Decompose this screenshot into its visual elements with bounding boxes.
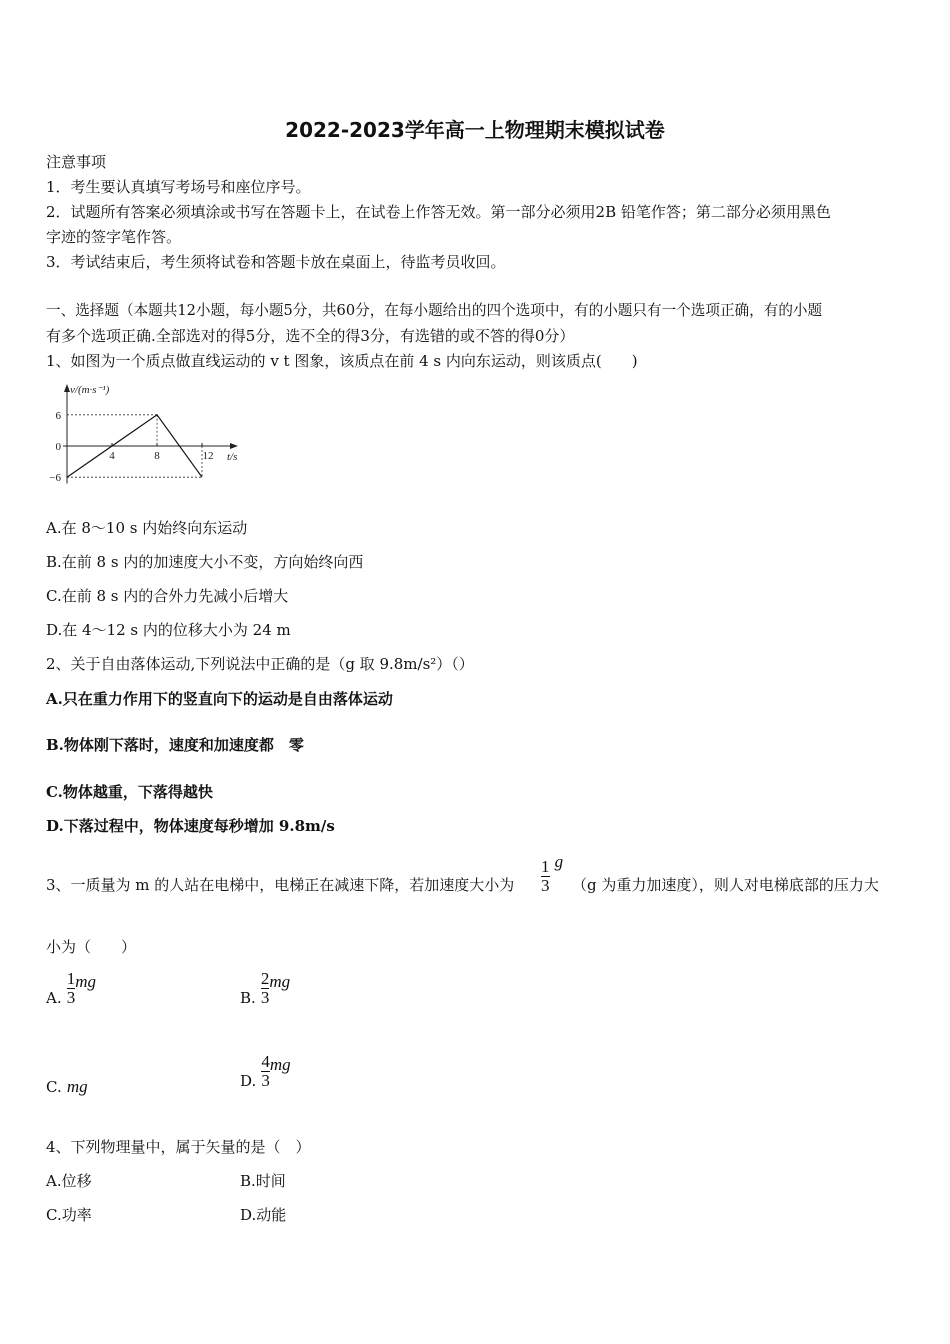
x-axis-label: t/s — [227, 451, 238, 463]
q1-option-b: B.在前 8 s 内的加速度大小不变，方向始终向西 — [46, 553, 364, 571]
frac-den: 3 — [260, 988, 270, 1007]
x-axis-arrow — [230, 443, 238, 449]
frac-num: 1 — [66, 969, 76, 988]
q3-option-c — [46, 1075, 88, 1099]
frac-num: 4 — [261, 1052, 270, 1071]
q2-stem: 2、关于自由落体运动,下列说法中正确的是（g 取 9.8m/s²）（） — [46, 655, 474, 673]
q4-option-b: B.时间 — [240, 1172, 286, 1190]
y-tick-label: 0 — [55, 441, 61, 453]
notice-item: 2．试题所有答案必须填涂或书写在答题卡上，在试卷上作答无效。第一部分必须用2B 铅笔作答；第二部分必须用黑色 — [46, 203, 831, 221]
q2-option-c: C.物体越重，下落得越快 — [46, 783, 213, 801]
q2-option-b: B.物体刚下落时，速度和加速度都 零 — [46, 736, 304, 754]
frac-den: 3 — [66, 988, 76, 1007]
frac-num: 1 — [541, 857, 550, 876]
notice-item: 3．考试结束后，考生须将试卷和答题卡放在桌面上，待监考员收回。 — [46, 253, 506, 271]
y-axis-label: v/(m·s⁻¹) — [70, 384, 110, 396]
option-label: C. — [46, 1078, 62, 1096]
frac-den: 3 — [541, 876, 550, 895]
q1-option-c: C.在前 8 s 内的合外力先减小后增大 — [46, 587, 289, 605]
q3-option-b — [240, 970, 290, 1010]
q1-option-d: D.在 4～12 s 内的位移大小为 24 m — [46, 621, 291, 639]
vt-graph — [40, 380, 250, 488]
g-symbol: g — [554, 852, 564, 871]
mg-symbol: mg — [75, 972, 96, 991]
mg-symbol: mg — [269, 1055, 291, 1074]
frac-num: 2 — [260, 969, 270, 988]
q4-stem: 4、下列物理量中，属于矢量的是（ ） — [46, 1138, 311, 1156]
section-heading-cont: 有多个选项正确.全部选对的得5分，选不全的得3分，有选错的或不答的得0分） — [46, 327, 575, 345]
section-heading: 一、选择题（本题共12小题，每小题5分，共60分，在每小题给出的四个选项中，有的小题只有一个选项正确，有的小题 — [46, 302, 823, 319]
q4-option-d: D.动能 — [240, 1206, 287, 1224]
option-label: A. — [46, 989, 62, 1007]
option-label: B. — [240, 989, 256, 1007]
q2-option-a: A.只在重力作用下的竖直向下的运动是自由落体运动 — [46, 690, 393, 708]
mg-symbol: mg — [66, 1077, 88, 1096]
frac-den: 3 — [261, 1071, 270, 1090]
q1-option-a: A.在 8～10 s 内始终向东运动 — [46, 519, 248, 537]
notice-item: 1．考生要认真填写考场号和座位序号。 — [46, 178, 311, 196]
notice-item: 字迹的签字笔作答。 — [46, 228, 182, 246]
q3-stem-part1: 3、一质量为 m 的人站在电梯中，电梯正在减速下降，若加速度大小为 — [46, 876, 515, 894]
x-tick-label: 8 — [154, 450, 160, 462]
q3-stem-fraction — [541, 852, 563, 895]
q3-stem-part2: （g 为重力加速度），则人对电梯底部的压力大 — [572, 876, 879, 894]
notice-heading: 注意事项 — [46, 153, 107, 171]
y-tick-label: −6 — [49, 472, 61, 485]
x-tick-label: 4 — [109, 450, 115, 462]
option-label: D. — [240, 1072, 257, 1090]
q2-option-d: D.下落过程中，物体速度每秒增加 9.8m/s — [46, 817, 335, 835]
q3-stem-part3: 小为（ ） — [46, 938, 137, 956]
y-tick-label: 6 — [55, 409, 61, 422]
mg-symbol: mg — [269, 972, 291, 991]
x-tick-label: 12 — [202, 450, 214, 462]
q1-stem: 1、如图为一个质点做直线运动的 v t 图象，该质点在前 4 s 内向东运动，则该质点( ) — [46, 352, 638, 370]
q4-option-c: C.功率 — [46, 1206, 92, 1224]
q3-option-a — [46, 970, 96, 1010]
q3-option-d — [240, 1053, 291, 1093]
q4-option-a: A.位移 — [46, 1172, 92, 1190]
page-title: 2022-2023学年高一上物理期末模拟试卷 — [285, 118, 665, 142]
